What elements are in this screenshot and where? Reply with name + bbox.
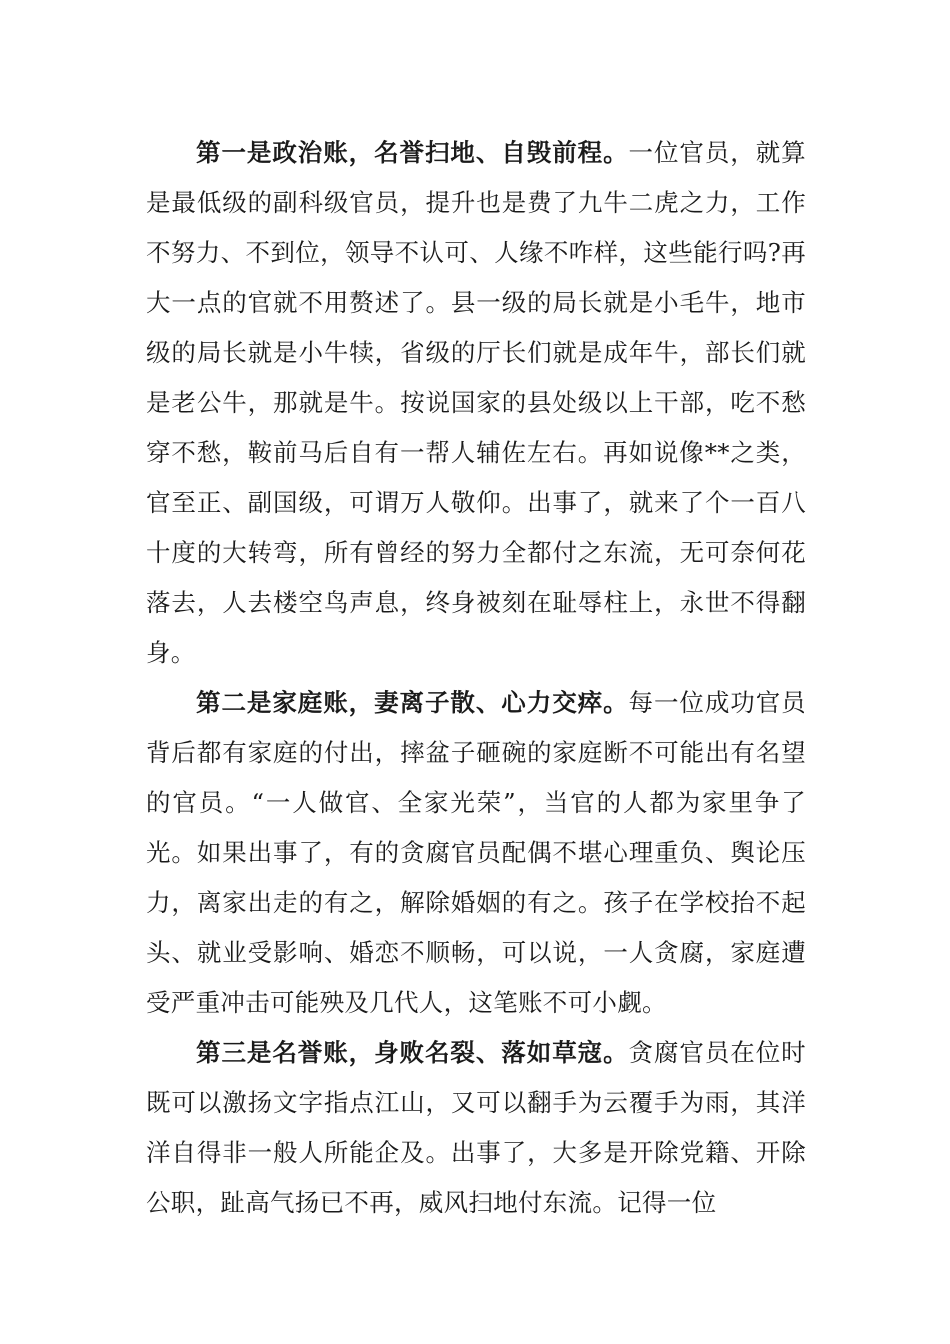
- document-page: [146, 128, 806, 1228]
- paragraph-heading: 第一是政治账，名誉扫地、自毁前程。: [196, 138, 629, 167]
- paragraph-body: 每一位成功官员背后都有家庭的付出，摔盆子砸碗的家庭断不可能出有名望的官员。“一人做官、全家光荣”，当官的人都为家里争了光。如果出事了，有的贪腐官员配偶不堪心理重负、舆论压力，离家出走的有之，解除婚姻的有之。孩子在学校抬不起头、就业受影响、婚恋不顺畅，可以说，一人贪腐，家庭遭受严重冲击可能殃及几代人，这笔账不可小觑。: [146, 688, 806, 1017]
- paragraph-reputation-account: [146, 1028, 806, 1228]
- paragraph-heading: 第二是家庭账，妻离子散、心力交瘁。: [196, 688, 629, 717]
- paragraph-political-account: [146, 128, 806, 678]
- paragraph-body: 贪腐官员在位时既可以激扬文字指点江山，又可以翻手为云覆手为雨，其洋洋自得非一般人所能企及。出事了，大多是开除党籍、开除公职，趾高气扬已不再，威风扫地付东流。记得一位: [146, 1038, 806, 1217]
- paragraph-heading: 第三是名誉账，身败名裂、落如草寇。: [196, 1038, 629, 1067]
- paragraph-family-account: [146, 678, 806, 1028]
- paragraph-body: 一位官员，就算是最低级的副科级官员，提升也是费了九牛二虎之力，工作不努力、不到位，领导不认可、人缘不咋样，这些能行吗?再大一点的官就不用赘述了。县一级的局长就是小毛牛，地市级的局长就是小牛犊，省级的厅长们就是成年牛，部长们就是老公牛，那就是牛。按说国家的县处级以上干部，吃不愁穿不愁，鞍前马后自有一帮人辅佐左右。再如说像**之类，官至正、副国级，可谓万人敬仰。出事了，就来了个一百八十度的大转弯，所有曾经的努力全都付之东流，无可奈何花落去，人去楼空鸟声息，终身被刻在耻辱柱上，永世不得翻身。: [146, 138, 806, 667]
